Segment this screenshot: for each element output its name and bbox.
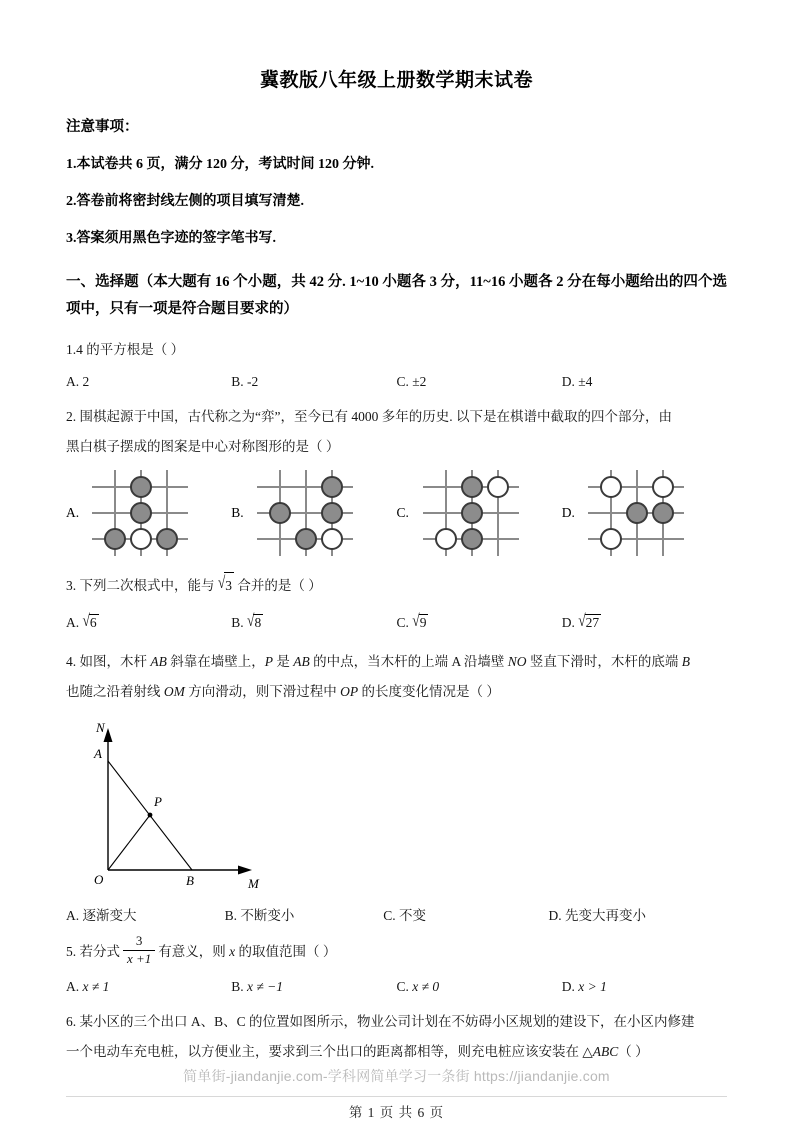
- section-one-heading: 一、选择题（本大题有 16 个小题，共 42 分. 1~10 小题各 3 分，11~16 小题各 2 分在每小题给出的四个选项中，只有一项是符合题目要求的）: [66, 274, 727, 317]
- page-title: 冀教版八年级上册数学期末试卷: [259, 70, 533, 91]
- q4-text: 的长度变化情况是（ ）: [358, 683, 500, 699]
- question-5-suffix-b: 的取值范围（ ）: [235, 944, 337, 960]
- question-4-option-d[interactable]: [549, 904, 714, 924]
- question-6-text-end: （ ）: [618, 1043, 649, 1059]
- go-board-a: [92, 470, 188, 556]
- geometry-diagram: [82, 718, 272, 898]
- question-4-option-c[interactable]: [383, 904, 548, 924]
- question-3-stem: [66, 572, 727, 599]
- option-value: ±2: [412, 374, 427, 390]
- question-3-suffix: 合并的是（ ）: [237, 577, 322, 593]
- go-stone-white: [600, 476, 622, 498]
- question-3-option-d[interactable]: [561, 611, 727, 631]
- label-O: O: [94, 872, 104, 888]
- radicand: 27: [585, 615, 600, 631]
- question-1-text: 4 的平方根是（ ）: [76, 341, 185, 357]
- go-stone-white: [600, 528, 622, 550]
- question-5-variable: x: [229, 944, 236, 960]
- q4-text: 的中点，当木杆的上端 A 沿墙壁: [309, 654, 508, 670]
- question-1-option-b[interactable]: [231, 374, 396, 390]
- sqrt-symbol: √3: [218, 572, 234, 599]
- label-B: B: [186, 873, 194, 889]
- option-label: D.: [561, 979, 575, 995]
- option-value: 2: [82, 374, 90, 390]
- go-board-d: [588, 470, 684, 556]
- option-label: A.: [66, 374, 80, 390]
- question-4-option-a[interactable]: [66, 904, 225, 924]
- radicand: 6: [89, 615, 97, 631]
- fraction: [123, 934, 155, 967]
- q4-text: 斜靠在墙壁上，: [166, 654, 265, 670]
- option-value: x ≠ 1: [82, 979, 110, 995]
- footer-divider: [66, 1096, 727, 1097]
- q4-text: 也随之沿着射线: [66, 683, 164, 699]
- option-value: 不变: [399, 908, 427, 924]
- sqrt-symbol: √6: [82, 611, 97, 631]
- radicand: 8: [254, 615, 262, 631]
- question-2-option-a[interactable]: [66, 470, 231, 556]
- option-label: C.: [396, 374, 409, 390]
- q4-var-ab2: AB: [293, 654, 310, 670]
- option-label: A.: [66, 979, 80, 995]
- question-5-stem: [66, 934, 727, 967]
- label-N: N: [96, 720, 105, 736]
- question-3-option-b[interactable]: [231, 611, 396, 631]
- question-2-option-c[interactable]: [397, 470, 562, 556]
- question-3-option-a[interactable]: [66, 611, 231, 631]
- go-stone-black: [652, 502, 674, 524]
- go-stone-black: [130, 502, 152, 524]
- question-5-options: [66, 979, 727, 995]
- question-6-text: 一个电动车充电桩，以方便业主，要求到三个出口的距离都相等，则充电桩应该安装在: [66, 1043, 583, 1059]
- notice-line-1: 1.本试卷共 6 页，满分 120 分，考试时间 120 分钟.: [66, 157, 374, 172]
- question-5-prefix: 5. 若分式: [66, 944, 120, 960]
- question-1-option-a[interactable]: [66, 374, 231, 390]
- option-label: A.: [66, 615, 80, 631]
- triangle-abc: △ABC: [582, 1043, 619, 1059]
- question-3-options: [66, 611, 727, 631]
- question-1-number: 1.: [66, 341, 77, 357]
- label-M: M: [248, 876, 259, 892]
- question-5-option-b[interactable]: [231, 979, 396, 995]
- question-1-stem: [66, 337, 727, 363]
- go-stone-black: [461, 502, 483, 524]
- go-stone-black: [295, 528, 317, 550]
- go-stone-black: [321, 476, 343, 498]
- go-stone-white: [321, 528, 343, 550]
- go-stone-black: [104, 528, 126, 550]
- question-6-stem-line-1: 6. 某小区的三个出口 A、B、C 的位置如图所示，物业公司计划在不妨碍小区规划的建设下，在小区内修建: [66, 1014, 695, 1030]
- question-4-options: [66, 904, 727, 924]
- notice-line-3: 3.答案须用黑色字迹的签字笔书写.: [66, 231, 276, 246]
- question-5-option-a[interactable]: [66, 979, 231, 995]
- question-4-stem-line-2: [66, 679, 727, 705]
- question-5-suffix-a: 有意义，则: [158, 944, 230, 960]
- go-stone-white: [130, 528, 152, 550]
- question-6-stem-line-2: [66, 1039, 727, 1065]
- question-5-option-d[interactable]: [562, 979, 727, 995]
- go-stone-white: [487, 476, 509, 498]
- q4-var-no: NO: [507, 654, 527, 670]
- radicand: 9: [419, 615, 427, 631]
- option-label: B.: [231, 979, 244, 995]
- go-stone-black: [321, 502, 343, 524]
- q4-text: 竖直下滑时，木杆的底端: [526, 654, 682, 670]
- option-label: C.: [396, 504, 409, 520]
- option-value: x > 1: [578, 979, 607, 995]
- option-label: B.: [231, 615, 244, 631]
- q4-var-b: B: [681, 654, 691, 670]
- option-value: ±4: [578, 374, 593, 390]
- option-label: C.: [396, 979, 409, 995]
- option-label: C.: [383, 908, 396, 924]
- go-stone-black: [461, 476, 483, 498]
- option-label: B.: [231, 504, 244, 520]
- option-value: x ≠ −1: [247, 979, 284, 995]
- q4-var-p: P: [264, 654, 273, 670]
- radicand: 3: [224, 572, 234, 599]
- question-3-option-c[interactable]: [396, 611, 562, 631]
- option-label: A.: [66, 908, 80, 924]
- option-label: A.: [66, 504, 80, 520]
- question-2-option-b[interactable]: [231, 470, 396, 556]
- q4-var-om: OM: [163, 683, 185, 699]
- question-1-option-d[interactable]: [562, 374, 727, 390]
- question-1-option-c[interactable]: [397, 374, 562, 390]
- go-board-c: [423, 470, 519, 556]
- notice-line-2: 2.答卷前将密封线左侧的项目填写清楚.: [66, 194, 304, 209]
- question-1-options: [66, 374, 727, 390]
- label-P: P: [154, 794, 162, 810]
- sqrt-symbol: √9: [412, 611, 427, 631]
- option-label: D.: [561, 374, 575, 390]
- q4-var-op: OP: [340, 683, 359, 699]
- option-label: D.: [548, 908, 562, 924]
- label-A: A: [94, 746, 102, 762]
- option-label: D.: [561, 615, 575, 631]
- question-4-stem-line-1: [66, 649, 727, 675]
- question-3-prefix: 3. 下列二次根式中，能与: [66, 577, 215, 593]
- go-stone-black: [156, 528, 178, 550]
- option-label: D.: [561, 504, 575, 520]
- q4-var-ab: AB: [150, 654, 167, 670]
- question-5-option-c[interactable]: [397, 979, 562, 995]
- option-label: B.: [231, 374, 244, 390]
- q4-text: 4. 如图，木杆: [66, 654, 151, 670]
- question-2-option-d[interactable]: [562, 470, 727, 556]
- fraction-numerator: 3: [135, 933, 143, 949]
- go-stone-white: [435, 528, 457, 550]
- go-board-b: [257, 470, 353, 556]
- option-value: 逐渐变大: [82, 908, 137, 924]
- go-stone-black: [461, 528, 483, 550]
- go-stone-black: [269, 502, 291, 524]
- notice-heading: 注意事项：: [66, 119, 139, 135]
- option-value: -2: [247, 374, 259, 390]
- q4-text: 是: [273, 654, 294, 670]
- q4-text: 方向滑动，则下滑过程中: [184, 683, 341, 699]
- go-stone-white: [652, 476, 674, 498]
- option-value: 不断变小: [240, 908, 295, 924]
- option-label: B.: [224, 908, 238, 924]
- question-2-figures: [66, 470, 727, 556]
- go-stone-black: [130, 476, 152, 498]
- option-value: 先变大再变小: [565, 908, 646, 924]
- page-number: 第 1 页 共 6 页: [348, 1105, 445, 1120]
- option-label: C.: [396, 615, 409, 631]
- question-4-option-b[interactable]: [225, 904, 384, 924]
- question-2-stem-line-1: 2. 围棋起源于中国，古代称之为“弈”，至今已有 4000 多年的历史. 以下是在棋谱中截取的四个部分，由: [66, 409, 672, 425]
- fraction-denominator: x +1: [123, 950, 155, 967]
- watermark: 简单街-jiandanjie.com-学科网简单学习一条街 https://jiandanjie.com: [183, 1068, 610, 1084]
- sqrt-symbol: √8: [247, 611, 262, 631]
- sqrt-symbol: √27: [578, 611, 600, 631]
- question-4-figure: [82, 718, 272, 898]
- question-2-stem-line-2: 黑白棋子摆成的图案是中心对称图形的是（ ）: [66, 438, 340, 454]
- go-stone-black: [626, 502, 648, 524]
- option-value: x ≠ 0: [412, 979, 440, 995]
